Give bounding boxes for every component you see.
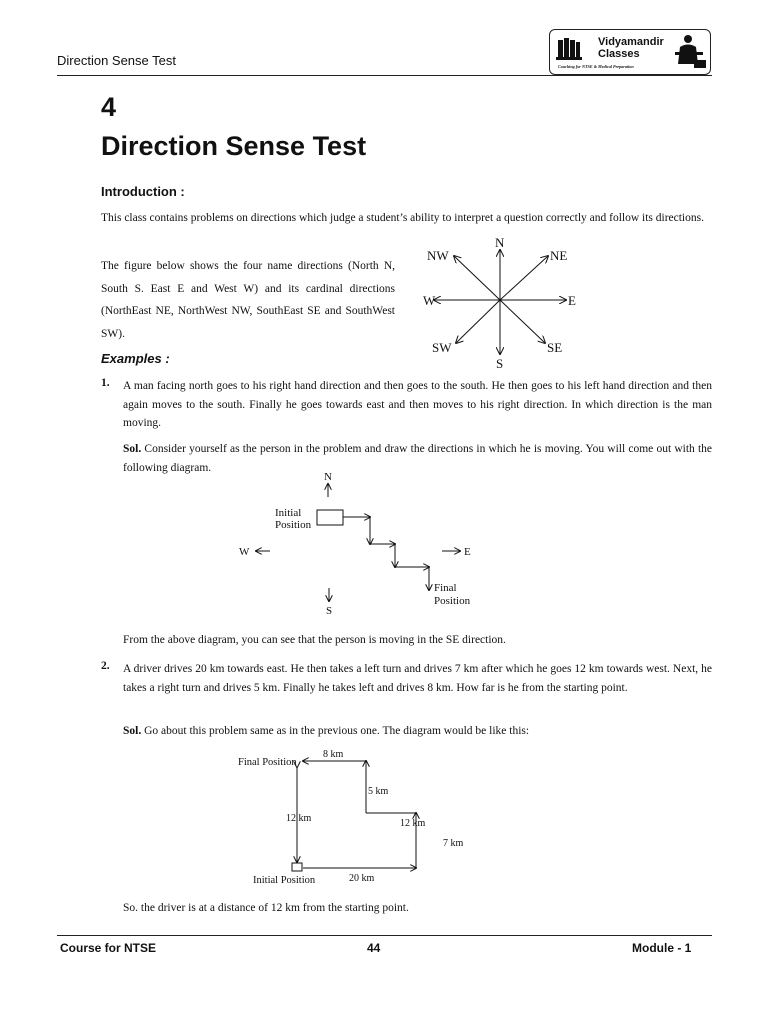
final-position-label-2: Position <box>434 595 471 607</box>
scholar-figure-icon <box>675 35 706 68</box>
diagram-south-label: S <box>326 605 333 617</box>
vidyamandir-logo <box>549 29 711 75</box>
chapter-number: 4 <box>101 92 117 122</box>
header-rule <box>57 75 712 76</box>
chapter-title: Direction Sense Test <box>101 131 367 161</box>
label-8km: 8 km <box>323 749 344 760</box>
svg-text:Coaching for NTSE & Medical Pr: Coaching for NTSE & Medical Preparation <box>558 64 634 69</box>
driver-route <box>303 761 416 868</box>
question-1-number: 1. <box>101 377 110 389</box>
man-path <box>343 517 429 590</box>
question-1-conclusion: From the above diagram, you can see that the person is moving in the SE direction. <box>123 634 506 646</box>
compass-label-se: SE <box>547 340 563 355</box>
question-1-text: A man facing north goes to his right hand direction and then goes to the south. He then goes to his left hand direction and then again moves to the south. Finally he goes towards east and then moves to his right direction. In which direction is the man moving. <box>123 380 712 429</box>
label-12km-left: 12 km <box>286 813 312 824</box>
introduction-paragraph-2: The figure below shows the four name directions (North N, South S. East E and West W) and its cardinal directions (NorthEast NE, NorthWest NW, SouthEast SE and SouthWest SW). <box>101 260 395 340</box>
sol-label: Sol. <box>123 443 142 455</box>
question-2-conclusion: So. the driver is at a distance of 12 km from the starting point. <box>123 902 409 914</box>
footer-page-number: 44 <box>367 941 381 955</box>
compass-label-e: E <box>568 293 576 308</box>
southwest-arrow <box>456 300 500 343</box>
introduction-heading: Introduction : <box>101 184 185 199</box>
start-box <box>292 863 302 871</box>
diagram-north-label: N <box>324 471 332 483</box>
compass-label-w: W <box>423 293 436 308</box>
books-icon <box>556 38 582 60</box>
footer-course: Course for NTSE <box>60 941 157 955</box>
diagram-east-label: E <box>464 546 471 558</box>
compass-label-n: N <box>495 235 505 250</box>
compass-label-s: S <box>496 356 504 370</box>
diagram-west-label: W <box>239 546 250 558</box>
sol-text: Consider yourself as the person in the problem and draw the directions in which he is moving. You will come out with the following diagram. <box>123 443 713 474</box>
initial-position-label-2: Position <box>275 519 312 531</box>
footer-rule <box>57 935 712 936</box>
northeast-arrow <box>500 256 548 300</box>
sol-label: Sol. <box>123 725 142 737</box>
man-path-diagram <box>230 466 490 621</box>
question-2-text: A driver drives 20 km towards east. He then takes a left turn and drives 7 km after which he goes 12 km towards west. Next, he takes a right turn and drives 5 km. Finally he takes left and drives 8 km. How far is he from the starting point. <box>123 663 712 694</box>
svg-text:Vidyamandir: Vidyamandir <box>598 36 664 48</box>
label-7km: 7 km <box>443 838 464 849</box>
compass-label-sw: SW <box>432 340 452 355</box>
northwest-arrow <box>454 256 500 300</box>
label-5km: 5 km <box>368 786 389 797</box>
introduction-paragraph-1: This class contains problems on directions which judge a student’s ability to interpret a question correctly and follow its directions. <box>101 212 704 224</box>
label-12km-right: 12 km <box>400 818 426 829</box>
compass-label-ne: NE <box>550 248 568 263</box>
final-position-label-1: Final <box>434 582 457 594</box>
footer-module: Module - 1 <box>632 941 692 955</box>
final-position-label: Final Position <box>238 757 297 768</box>
southeast-arrow <box>500 300 545 343</box>
svg-text:Classes: Classes <box>598 48 640 60</box>
examples-heading: Examples : <box>101 351 170 366</box>
question-2-number: 2. <box>101 660 110 672</box>
initial-position-box <box>317 510 343 525</box>
initial-position-label: Initial Position <box>253 875 316 886</box>
driver-route-diagram <box>230 744 480 889</box>
initial-position-label-1: Initial <box>275 507 302 519</box>
label-20km: 20 km <box>349 873 375 884</box>
running-header-title: Direction Sense Test <box>57 53 176 68</box>
compass-label-nw: NW <box>427 248 449 263</box>
compass-diagram <box>420 230 590 370</box>
sol-text: Go about this problem same as in the previous one. The diagram would be like this: <box>144 725 530 737</box>
question-2-solution <box>123 722 712 741</box>
